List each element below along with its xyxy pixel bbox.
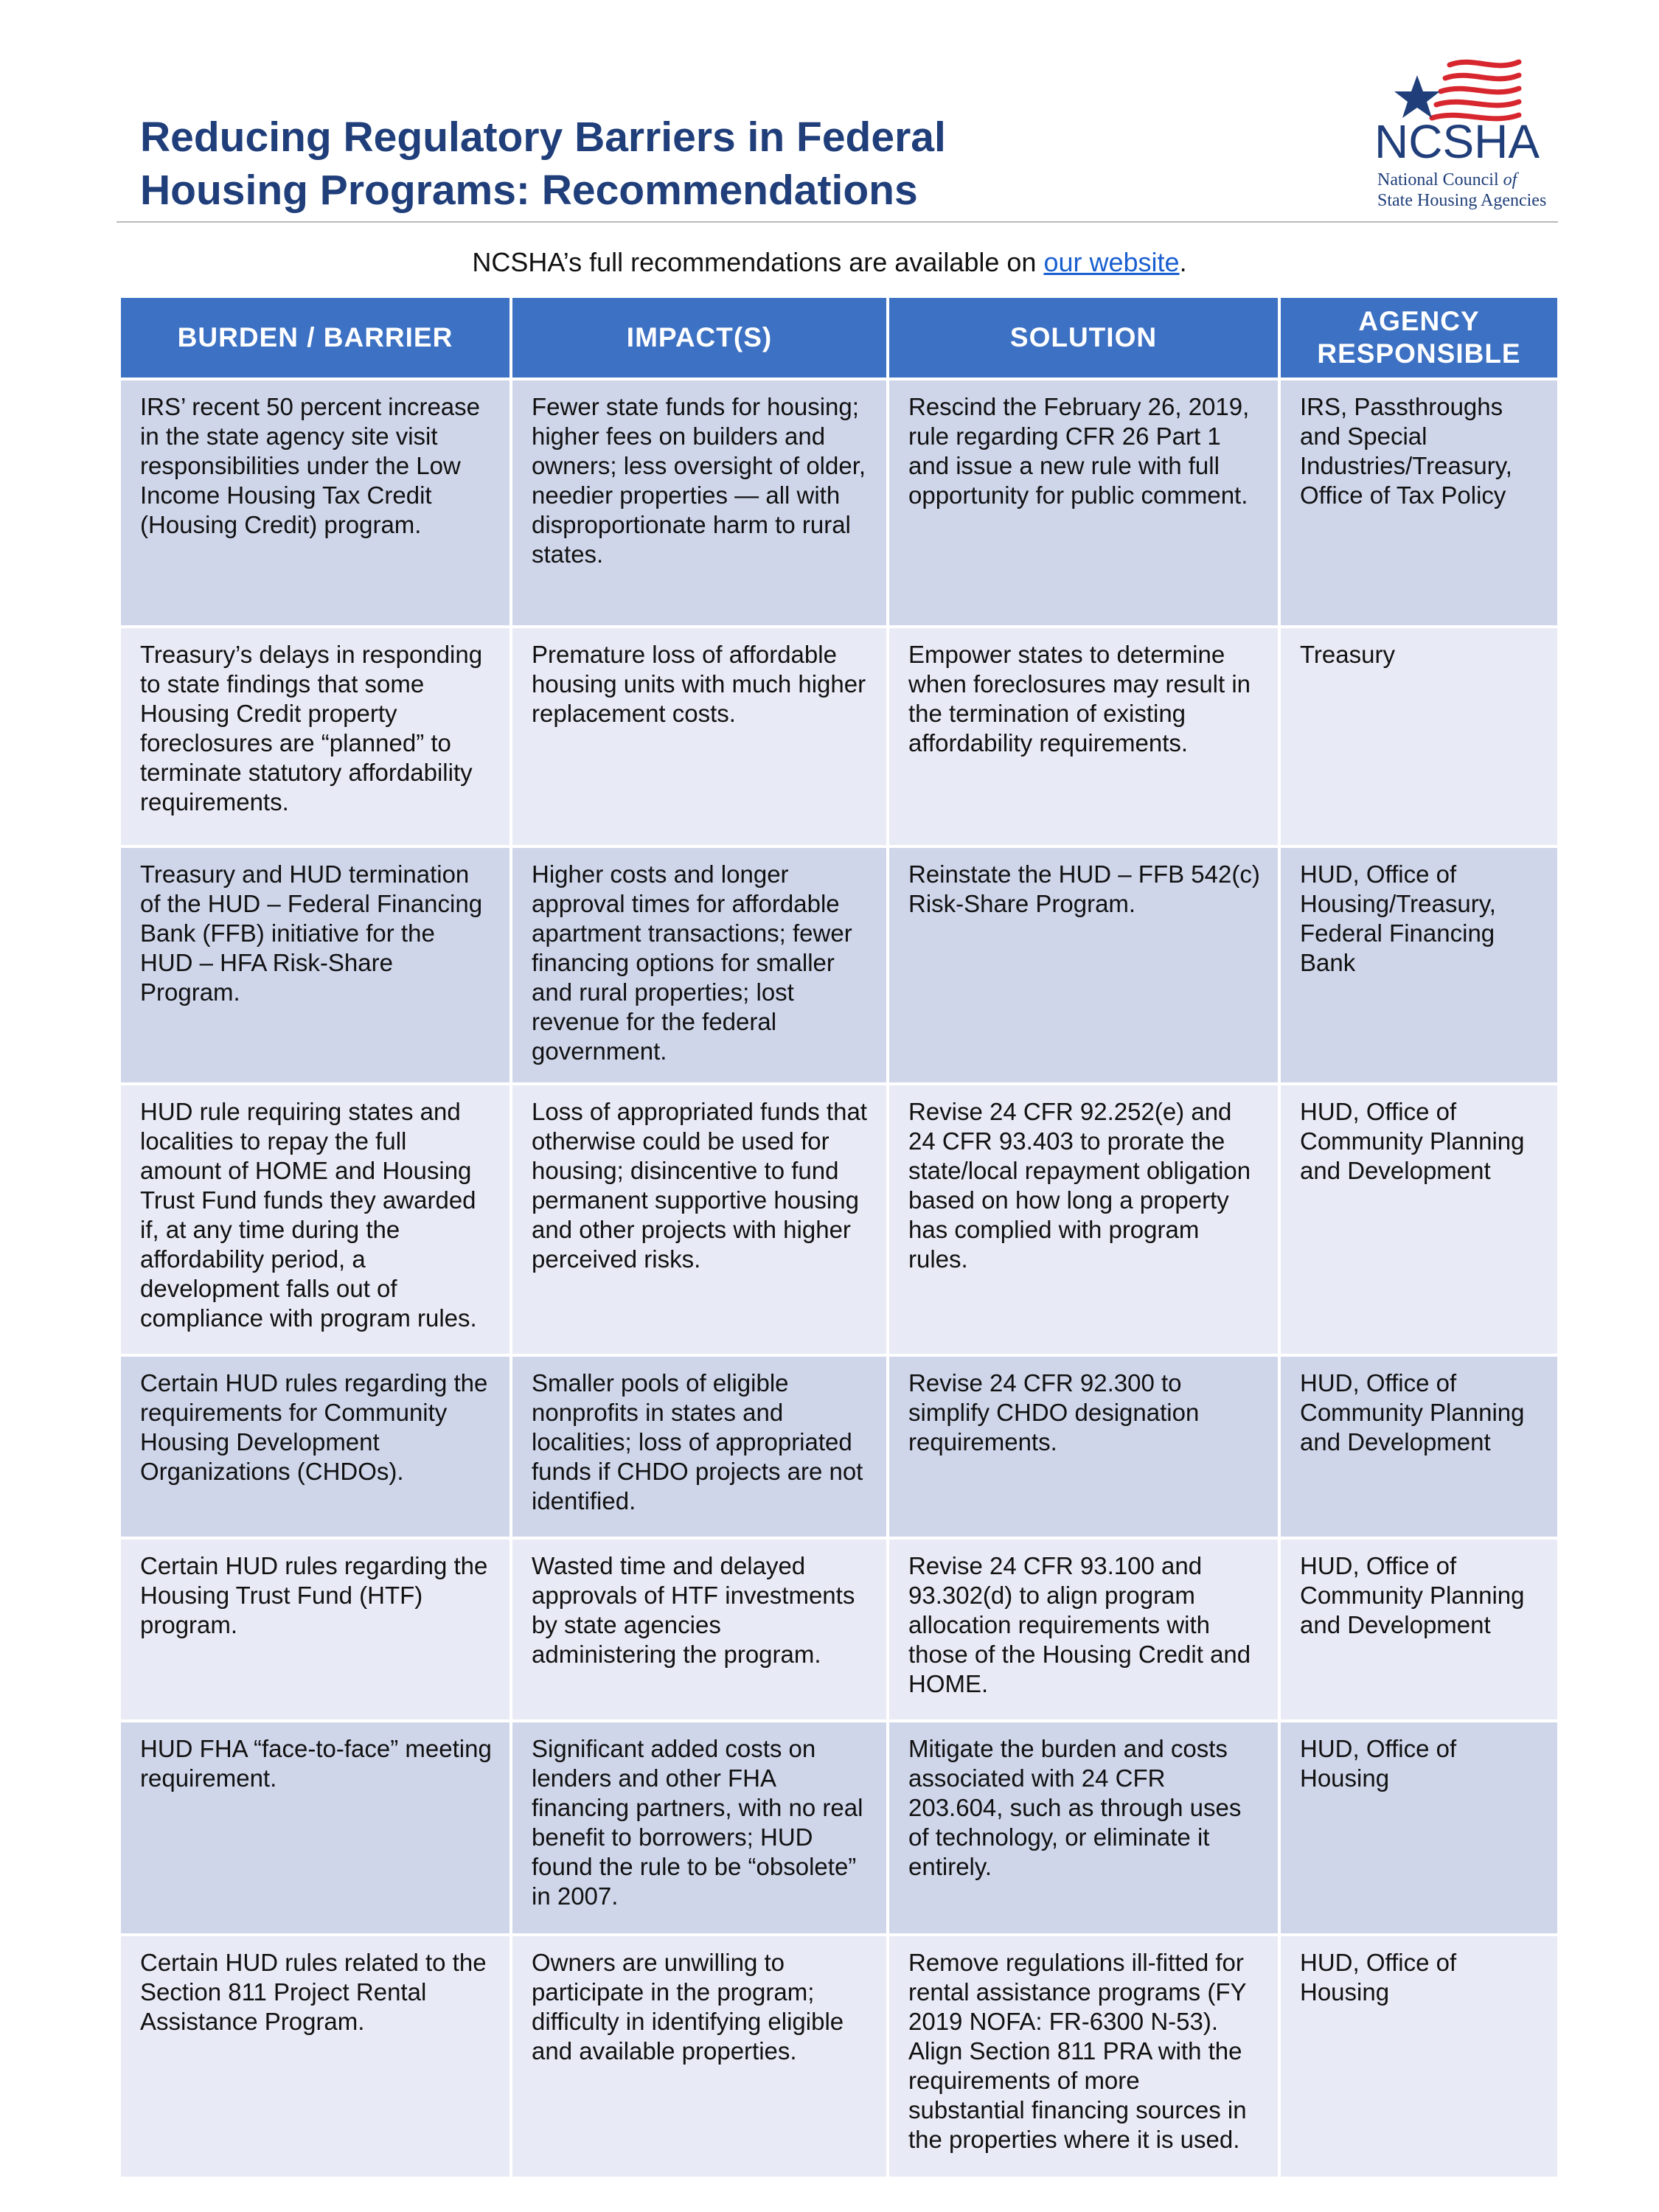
intro-text xyxy=(0,246,1659,279)
table-row xyxy=(121,1357,1557,1537)
impact-cell: Fewer state funds for housing; higher fees on builders and owners; less oversight of older, needier properties — all with disproportionate harm to rural states. xyxy=(512,380,886,625)
logo-organization-name xyxy=(1377,170,1546,211)
intro-text-before: NCSHA’s full recommendations are available on xyxy=(472,247,1044,277)
impact-cell: Smaller pools of eligible nonprofits in states and localities; loss of appropriated funds if CHDO projects are not identified. xyxy=(512,1357,886,1537)
solution-cell: Rescind the February 26, 2019, rule regarding CFR 26 Part 1 and issue a new rule with full opportunity for public comment. xyxy=(889,380,1278,625)
impact-cell: Significant added costs on lenders and other FHA financing partners, with no real benefit to borrowers; HUD found the rule to be “obsolete” in 2007. xyxy=(512,1722,886,1933)
header-agency-line-2: RESPONSIBLE xyxy=(1317,338,1521,369)
burden-cell: Certain HUD rules related to the Section 811 Project Rental Assistance Program. xyxy=(121,1936,509,2177)
table-row xyxy=(121,628,1557,845)
burden-cell: Certain HUD rules regarding the Housing Trust Fund (HTF) program. xyxy=(121,1540,509,1719)
logo-acronym: NCSHA xyxy=(1374,115,1540,168)
table-row xyxy=(121,380,1557,625)
intro-text-after: . xyxy=(1179,247,1187,277)
table-header-row xyxy=(121,298,1557,378)
solution-cell: Revise 24 CFR 92.252(e) and 24 CFR 93.403 to prorate the state/local repayment obligation based on how long a property has complied with program rules. xyxy=(889,1085,1278,1354)
header-impact: IMPACT(S) xyxy=(512,298,886,378)
table-row xyxy=(121,848,1557,1082)
solution-cell: Reinstate the HUD – FFB 542(c) Risk-Share Program. xyxy=(889,848,1278,1082)
impact-cell: Loss of appropriated funds that otherwise could be used for housing; disincentive to fund permanent supportive housing and other projects with higher perceived risks. xyxy=(512,1085,886,1354)
page-title xyxy=(140,111,946,217)
stars-and-stripes-logo-icon xyxy=(1394,62,1519,119)
solution-cell: Revise 24 CFR 93.100 and 93.302(d) to align program allocation requirements with those of the Housing Credit and HOME. xyxy=(889,1540,1278,1719)
page-title-line-2: Housing Programs: Recommendations xyxy=(140,167,918,214)
agency-cell: HUD, Office of Housing/Treasury, Federal Financing Bank xyxy=(1281,848,1557,1082)
agency-cell: Treasury xyxy=(1281,628,1557,845)
logo-org-of: of xyxy=(1503,170,1517,189)
agency-cell: IRS, Passthroughs and Special Industries/Treasury, Office of Tax Policy xyxy=(1281,380,1557,625)
impact-cell: Premature loss of affordable housing units with much higher replacement costs. xyxy=(512,628,886,845)
burden-cell: Certain HUD rules regarding the requirements for Community Housing Development Organizations (CHDOs). xyxy=(121,1357,509,1537)
table-row xyxy=(121,1936,1557,2177)
recommendations-table xyxy=(118,295,1560,2180)
agency-cell: HUD, Office of Housing xyxy=(1281,1722,1557,1933)
burden-cell: Treasury and HUD termination of the HUD – Federal Financing Bank (FFB) initiative for the HUD – HFA Risk-Share Program. xyxy=(121,848,509,1082)
logo-org-line-1: National Council xyxy=(1377,170,1503,189)
impact-cell: Wasted time and delayed approvals of HTF investments by state agencies administering the program. xyxy=(512,1540,886,1719)
solution-cell: Remove regulations ill-fitted for rental assistance programs (FY 2019 NOFA: FR-6300 N-53). Align Section 811 PRA with the requirements of more substantial financing sources in the properties where it is used. xyxy=(889,1936,1278,2177)
burden-cell: Treasury’s delays in responding to state findings that some Housing Credit property foreclosures are “planned” to terminate statutory affordability requirements. xyxy=(121,628,509,845)
burden-cell: IRS’ recent 50 percent increase in the state agency site visit responsibilities under the Low Income Housing Tax Credit (Housing Credit) program. xyxy=(121,380,509,625)
header-burden: BURDEN / BARRIER xyxy=(121,298,509,378)
page-title-line-1: Reducing Regulatory Barriers in Federal xyxy=(140,114,946,161)
table-row xyxy=(121,1085,1557,1354)
title-divider xyxy=(116,221,1558,223)
agency-cell: HUD, Office of Community Planning and Development xyxy=(1281,1085,1557,1354)
table-row xyxy=(121,1540,1557,1719)
agency-cell: HUD, Office of Community Planning and Development xyxy=(1281,1540,1557,1719)
header-agency xyxy=(1281,298,1557,378)
burden-cell: HUD FHA “face-to-face” meeting requirement. xyxy=(121,1722,509,1933)
impact-cell: Owners are unwilling to participate in the program; difficulty in identifying eligible and available properties. xyxy=(512,1936,886,2177)
burden-cell: HUD rule requiring states and localities to repay the full amount of HOME and Housing Trust Fund funds they awarded if, at any time during the affordability period, a development falls out of compliance with program rules. xyxy=(121,1085,509,1354)
table-row xyxy=(121,1722,1557,1933)
header-agency-line-1: AGENCY xyxy=(1358,306,1480,336)
solution-cell: Empower states to determine when foreclosures may result in the termination of existing affordability requirements. xyxy=(889,628,1278,845)
solution-cell: Revise 24 CFR 92.300 to simplify CHDO designation requirements. xyxy=(889,1357,1278,1537)
logo-org-line-2: State Housing Agencies xyxy=(1377,191,1547,210)
website-link[interactable]: our website xyxy=(1043,247,1180,277)
agency-cell: HUD, Office of Housing xyxy=(1281,1936,1557,2177)
agency-cell: HUD, Office of Community Planning and Development xyxy=(1281,1357,1557,1537)
solution-cell: Mitigate the burden and costs associated with 24 CFR 203.604, such as through uses of technology, or eliminate it entirely. xyxy=(889,1722,1278,1933)
impact-cell: Higher costs and longer approval times for affordable apartment transactions; fewer financing options for smaller and rural properties; lost revenue for the federal government. xyxy=(512,848,886,1082)
header-solution: SOLUTION xyxy=(889,298,1278,378)
